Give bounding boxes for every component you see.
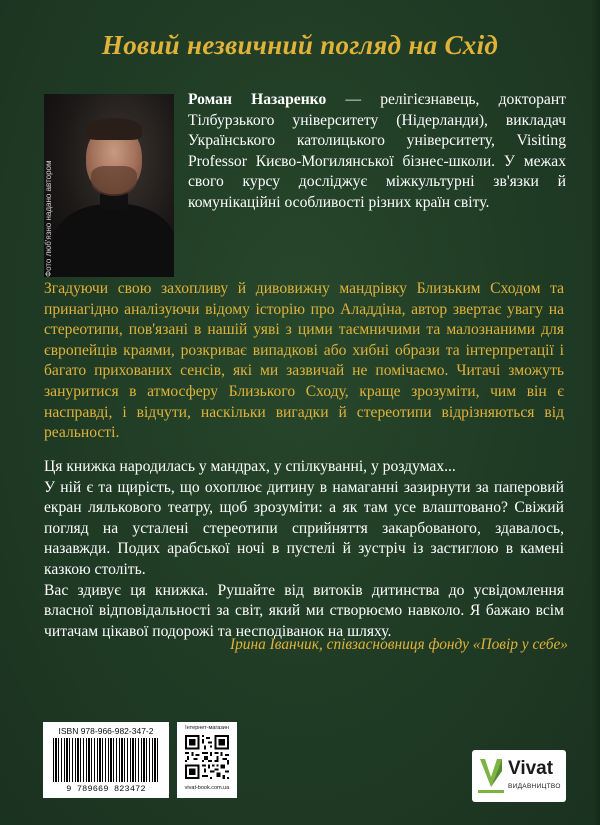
author-bio bbox=[188, 90, 566, 214]
qr-label: Інтернет-магазин bbox=[185, 725, 229, 731]
isbn-barcode bbox=[43, 722, 169, 798]
author-photo-body bbox=[52, 204, 174, 277]
author-bio-text: — релігієзнавець, докторант Тілбурзького університету (Нідерланди), викладач Українського католицького університету, Visiting Professor Києво-Могилянської бізнес-школи. У межах свого курсу досліджує міжкультурні зв'язки й комунікаційні особливості різних країн світу. bbox=[188, 91, 566, 211]
qr-url: vivat-book.com.ua bbox=[184, 785, 230, 791]
publisher-logo bbox=[472, 750, 566, 802]
shop-qr-block bbox=[177, 722, 237, 798]
vivat-logo-icon bbox=[478, 757, 504, 795]
cover-edge bbox=[592, 0, 600, 825]
review-paragraph: Вас здивує ця книжка. Рушайте від витоків дитинства до усвідомлення власної відповідальності за світ, який ми створюємо навколо. Я бажаю всім читачам цікавої подорожі та несподіванок на шляху. bbox=[44, 581, 564, 640]
review-signature: Ірина Іванчик, співзасновниця фонду «Повір у себе» bbox=[229, 636, 568, 653]
barcode-bars bbox=[53, 738, 159, 782]
review-quote bbox=[44, 457, 564, 642]
review-paragraph: У ній є та щирість, що охоплює дитину в намаганні зазирнути за паперовий екран лялькового театру, щоб зрозуміти: а як там усе влаштовано? Свіжий погляд на усталені стереотипи сприйняття закарбованого, здавалось, назавжди. Подих арабської ночі в пустелі й зустріч із застиглою в камені казкою століть. bbox=[44, 478, 564, 578]
cover-headline: Новий незвичний погляд на Схід bbox=[101, 30, 499, 60]
review-paragraph: Ця книжка народилась у мандрах, у спілкуванні, у роздумах... bbox=[44, 458, 456, 475]
author-photo-beard bbox=[91, 166, 137, 196]
publisher-name: Vivat bbox=[508, 758, 554, 779]
author-name: Роман Назаренко bbox=[188, 91, 327, 108]
isbn-number: ISBN 978-966-982-347-2 bbox=[58, 726, 154, 736]
author-photo bbox=[44, 94, 174, 277]
photo-credit: Фото люб'язно надано автором bbox=[44, 160, 53, 277]
author-photo-hair bbox=[86, 118, 142, 140]
publisher-subtitle: ВИДАВНИЦТВО bbox=[508, 783, 561, 790]
ean-digits: 9 789669 823472 bbox=[66, 784, 146, 794]
book-description: Згадуючи свою захопливу й дивовижну мандрівку Близьким Сходом та принагідно аналізуючи відому історію про Аладдіна, автор звертає увагу на стереотипи, пов'язані в нашій уяві з цими таємничими та малознаними для європейців краями, розкриває випадкові або хибні образи та інтерпретації і багато прихованих сенсів, які ми зазвичай не помічаємо. Читачі зможуть зануритися в атмосферу Близького Сходу, краще зрозуміти, чим він є насправді, і відчути, наскільки вигадки й стереотипи відрізняються від реальності. bbox=[44, 280, 564, 442]
qr-code-icon bbox=[185, 735, 229, 779]
